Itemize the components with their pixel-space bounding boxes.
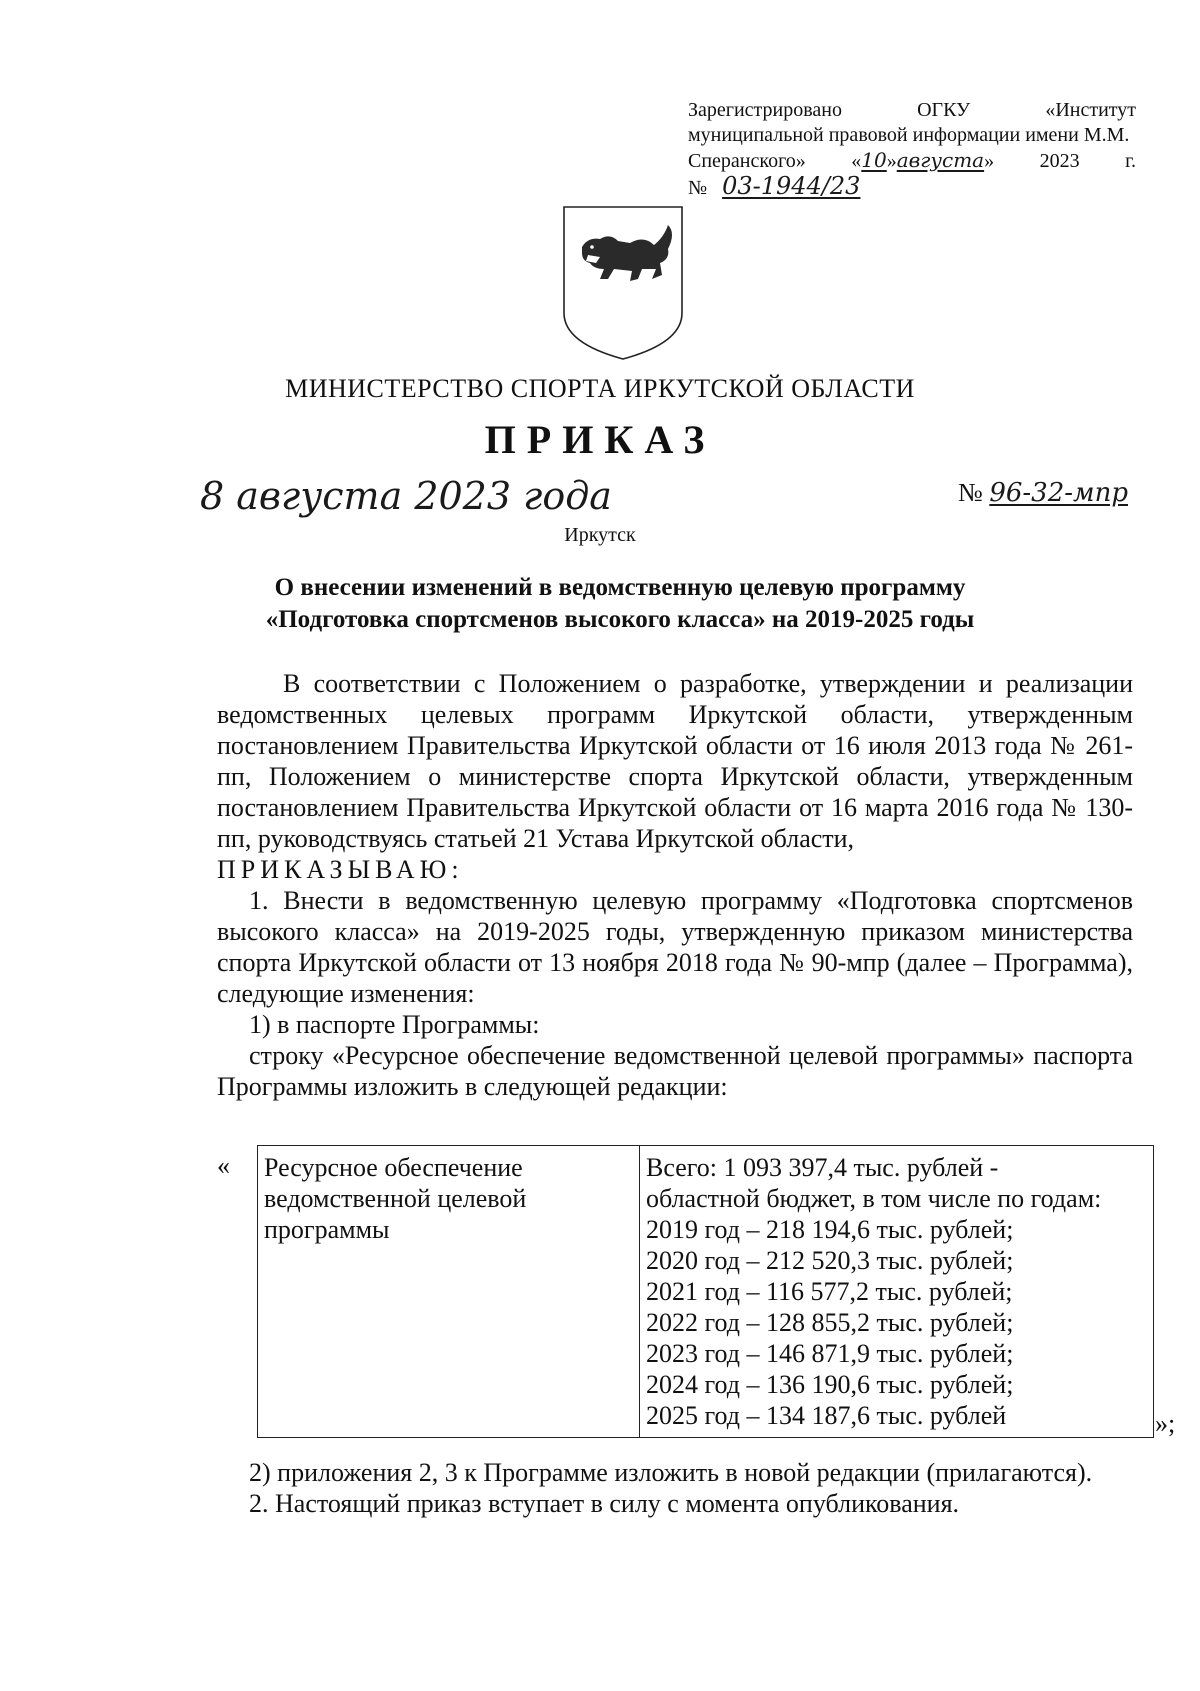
- funding-line: 2022 год – 128 855,2 тыс. рублей;: [646, 1308, 1014, 1337]
- registration-number-prefix: №: [688, 177, 708, 199]
- title-line-1: О внесении изменений в ведомственную целевую программу: [274, 574, 966, 601]
- funding-line: 2020 год – 212 520,3 тыс. рублей;: [646, 1246, 1014, 1275]
- funding-line: 2021 год – 116 577,2 тыс. рублей;: [646, 1277, 1013, 1306]
- funding-line: 2023 год – 146 871,9 тыс. рублей;: [646, 1339, 1014, 1368]
- funding-line: 2024 год – 136 190,6 тыс. рублей;: [646, 1370, 1014, 1399]
- subitem-1-paragraph: 1) в паспорте Программы:: [249, 1010, 540, 1039]
- funding-line: 2025 год – 134 187,6 тыс. рублей: [646, 1401, 1007, 1430]
- registration-line-3: [688, 148, 1136, 174]
- funding-line: областной бюджет, в том числе по годам:: [646, 1184, 1102, 1213]
- registration-line-2: муниципальной правовой информации имени М.М.: [688, 124, 1130, 146]
- document-body-continued: [217, 1457, 1133, 1519]
- resource-table-block: [217, 1145, 1177, 1451]
- table-open-quote: «: [217, 1151, 230, 1180]
- table-close-quote: »;: [1155, 1409, 1176, 1438]
- registration-word: «Институт: [1045, 99, 1136, 121]
- document-body: [217, 668, 1133, 1102]
- row-instruction-paragraph: строку «Ресурсное обеспечение ведомственной целевой программы» паспорта Программы изложить в следующей редакции:: [217, 1041, 1133, 1101]
- registration-line-4: [688, 174, 1136, 201]
- registration-word: ОГКУ: [917, 99, 971, 121]
- item-1-paragraph: 1. Внести в ведомственную целевую программу «Подготовка спортсменов высокого класса» на 2019-2025 годы, утвержденную приказом министерства спорта Иркутской области от 13 ноября 2018 года № 90-мпр (далее – Программа), следующие изменения:: [217, 886, 1133, 1008]
- quote-mark: »: [886, 150, 897, 172]
- registration-g: г.: [1125, 150, 1137, 172]
- table-right-cell: [640, 1146, 1154, 1438]
- document-type-heading: ПРИКАЗ: [484, 417, 716, 462]
- subitem-2-paragraph: 2) приложения 2, 3 к Программе изложить в новой редакции (прилагаются).: [249, 1458, 1093, 1487]
- registration-line-1: [688, 98, 1136, 123]
- title-line-2: «Подготовка спортсменов высокого класса» на 2019-2025 годы: [265, 606, 975, 633]
- resource-table: [257, 1145, 1154, 1438]
- city-name: Иркутск: [564, 524, 636, 546]
- ministry-name: МИНИСТЕРСТВО СПОРТА ИРКУТСКОЙ ОБЛАСТИ: [285, 374, 915, 403]
- registration-year: 2023: [1039, 150, 1080, 172]
- document-title: [180, 572, 1060, 636]
- quote-mark: »: [984, 150, 995, 172]
- funding-line: Всего: 1 093 397,4 тыс. рублей -: [646, 1153, 999, 1182]
- registration-date: [851, 150, 994, 172]
- quote-mark: «: [851, 150, 862, 172]
- handwritten-order-number: 96-32-мпр: [989, 478, 1128, 508]
- handwritten-registration-number: 03-1944/23: [722, 172, 861, 200]
- handwritten-day: 10: [861, 148, 887, 172]
- item-2-paragraph: 2. Настоящий приказ вступает в силу с момента опубликования.: [249, 1489, 960, 1518]
- handwritten-month: августа: [896, 148, 985, 172]
- table-left-cell: Ресурсное обеспечение ведомственной целевой программы: [258, 1146, 640, 1438]
- table-row: [258, 1146, 1154, 1438]
- order-number: [958, 478, 1128, 508]
- order-word: ПРИКАЗЫВАЮ:: [217, 855, 464, 884]
- order-number-prefix: №: [958, 478, 983, 507]
- registration-prefix: Сперанского»: [688, 150, 806, 172]
- registration-stamp: [688, 98, 1136, 201]
- funding-line: 2019 год – 218 194,6 тыс. рублей;: [646, 1215, 1014, 1244]
- preamble-paragraph: В соответствии с Положением о разработке, утверждении и реализации ведомственных целевых программ Иркутской области, утвержденным постановлением Правительства Иркутской области от 16 июля 2013 года № 261-пп, Положением о министерстве спорта Иркутской области, утвержденным постановлением Правительства Иркутской области от 16 марта 2016 года № 130-пп, руководствуясь статьей 21 Устава Иркутской области,: [217, 669, 1133, 853]
- coat-of-arms-emblem: [560, 203, 686, 363]
- handwritten-date: 8 августа 2023 года: [200, 474, 612, 518]
- registration-word: Зарегистрировано: [688, 99, 843, 121]
